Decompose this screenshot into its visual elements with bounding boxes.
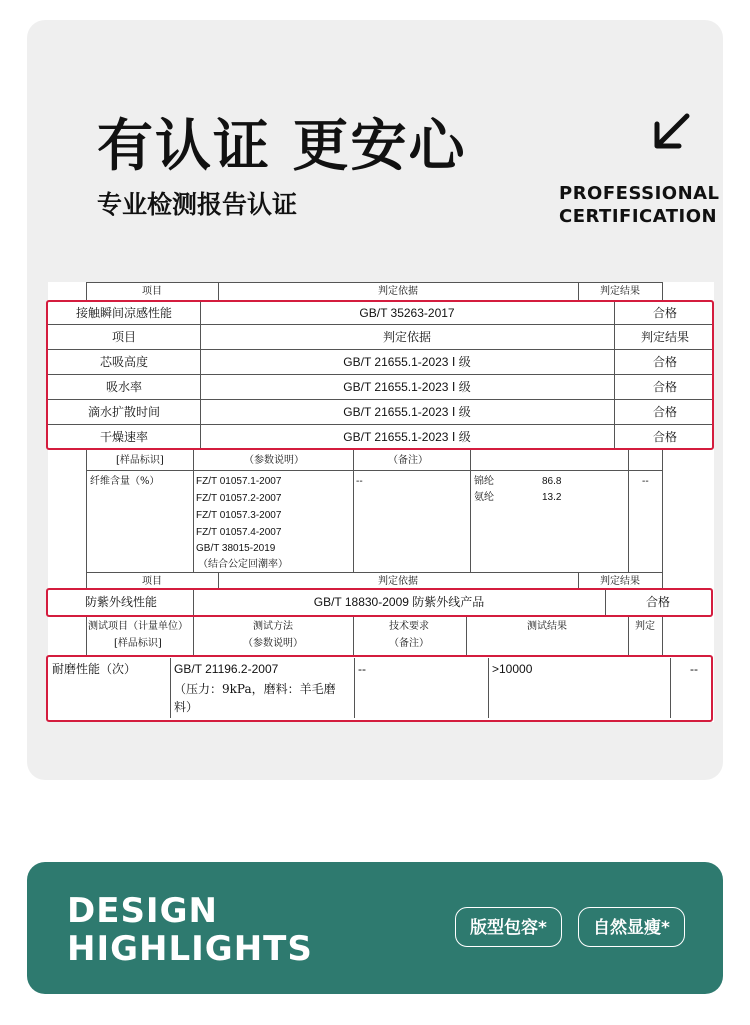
highlight-box-uv — [46, 588, 713, 617]
uv-row-item: 防紫外线性能 — [84, 595, 158, 609]
subheadline: 专业检测报告认证 — [97, 190, 298, 219]
test-header-item: 测试项目（计量单位） — [88, 621, 188, 632]
row-standard: GB/T 21655.1-2023 Ⅰ 级 — [343, 405, 471, 419]
design-title-line-2: HIGHLIGHTS — [67, 929, 313, 969]
tag-inclusive-fit[interactable]: 版型包容* — [455, 907, 562, 947]
fiber-requirement: -- — [356, 476, 363, 487]
fiber-method: GB/T 38015-2019 — [196, 543, 276, 554]
highlight-box-moisture — [46, 300, 714, 450]
mid-header-basis: 判定依据 — [378, 576, 418, 587]
cool-row-item: 接触瞬间凉感性能 — [75, 306, 173, 320]
row-standard: GB/T 21655.1-2023 Ⅰ 级 — [343, 380, 471, 394]
abrasion-judgement: -- — [690, 662, 698, 676]
fiber-value: 86.8 — [542, 476, 562, 487]
row-result: 合格 — [652, 405, 678, 419]
english-caption-line-1: PROFESSIONAL — [559, 183, 720, 204]
design-highlights-title — [67, 892, 313, 968]
abrasion-method-note: （压力：9kPa，磨料：羊毛磨 — [174, 682, 336, 696]
row-item: 干燥速率 — [99, 430, 149, 444]
fiber-method: FZ/T 01057.1-2007 — [196, 476, 282, 487]
top-header-result: 判定结果 — [600, 286, 640, 297]
abrasion-requirement: -- — [358, 662, 366, 676]
fiber-name: 锦纶 — [474, 476, 494, 487]
tag-slimming[interactable]: 自然显瘦* — [578, 907, 685, 947]
design-highlights-banner — [27, 862, 723, 994]
top-header-item: 项目 — [142, 286, 162, 297]
row-result: 合格 — [652, 430, 678, 444]
cool-row-result: 合格 — [652, 306, 678, 320]
box-header-result: 判定结果 — [640, 330, 690, 344]
headline: 有认证 更安心 — [97, 114, 467, 179]
test-header-requirement: 技术要求 — [389, 621, 429, 632]
abrasion-result: >10000 — [492, 662, 533, 676]
design-title-line-1: DESIGN — [67, 891, 218, 931]
row-item: 芯吸高度 — [99, 355, 149, 369]
row-result: 合格 — [652, 380, 678, 394]
highlight-box-abrasion — [46, 655, 713, 722]
test-header-result: 测试结果 — [527, 621, 567, 632]
top-header-basis: 判定依据 — [378, 286, 418, 297]
abrasion-item: 耐磨性能（次） — [52, 662, 137, 676]
fiber-value: 13.2 — [542, 492, 562, 503]
test-header-sample: [样品标识] — [114, 638, 162, 649]
fiber-header-params: （参数说明） — [244, 455, 304, 466]
test-header-method: 测试方法 — [253, 621, 293, 632]
box-header-item: 项目 — [111, 330, 137, 344]
fiber-method: FZ/T 01057.2-2007 — [196, 493, 282, 504]
fiber-method: FZ/T 01057.3-2007 — [196, 510, 282, 521]
mid-header-item: 项目 — [142, 576, 162, 587]
fiber-method: FZ/T 01057.4-2007 — [196, 527, 282, 538]
english-caption — [559, 182, 720, 228]
fiber-name: 氨纶 — [474, 492, 494, 503]
mid-header-result: 判定结果 — [600, 576, 640, 587]
uv-row-standard: GB/T 18830-2009 防紫外线产品 — [313, 595, 485, 609]
test-header-params: （参数说明） — [243, 638, 303, 649]
abrasion-method: GB/T 21196.2-2007 — [174, 662, 279, 676]
fiber-header-notes: （备注） — [388, 455, 428, 466]
row-standard: GB/T 21655.1-2023 Ⅰ 级 — [343, 355, 471, 369]
row-item: 吸水率 — [105, 380, 143, 394]
box-header-basis: 判定依据 — [382, 330, 432, 344]
arrow-down-left-icon — [649, 110, 693, 154]
cool-row-standard: GB/T 35263-2017 — [359, 306, 455, 320]
fiber-item: 纤维含量（%） — [90, 476, 160, 487]
abrasion-method-note: 料） — [174, 700, 199, 714]
row-item: 滴水扩散时间 — [87, 405, 161, 419]
fiber-judgement: -- — [642, 476, 649, 487]
fiber-header-sample: [样品标识] — [116, 455, 164, 466]
test-header-judge: 判定 — [635, 621, 655, 632]
row-result: 合格 — [652, 355, 678, 369]
fiber-method-note: （结合公定回潮率） — [198, 559, 288, 570]
english-caption-line-2: CERTIFICATION — [559, 206, 718, 227]
row-standard: GB/T 21655.1-2023 Ⅰ 级 — [343, 430, 471, 444]
uv-row-result: 合格 — [645, 595, 671, 609]
test-header-notes: （备注） — [389, 638, 429, 649]
